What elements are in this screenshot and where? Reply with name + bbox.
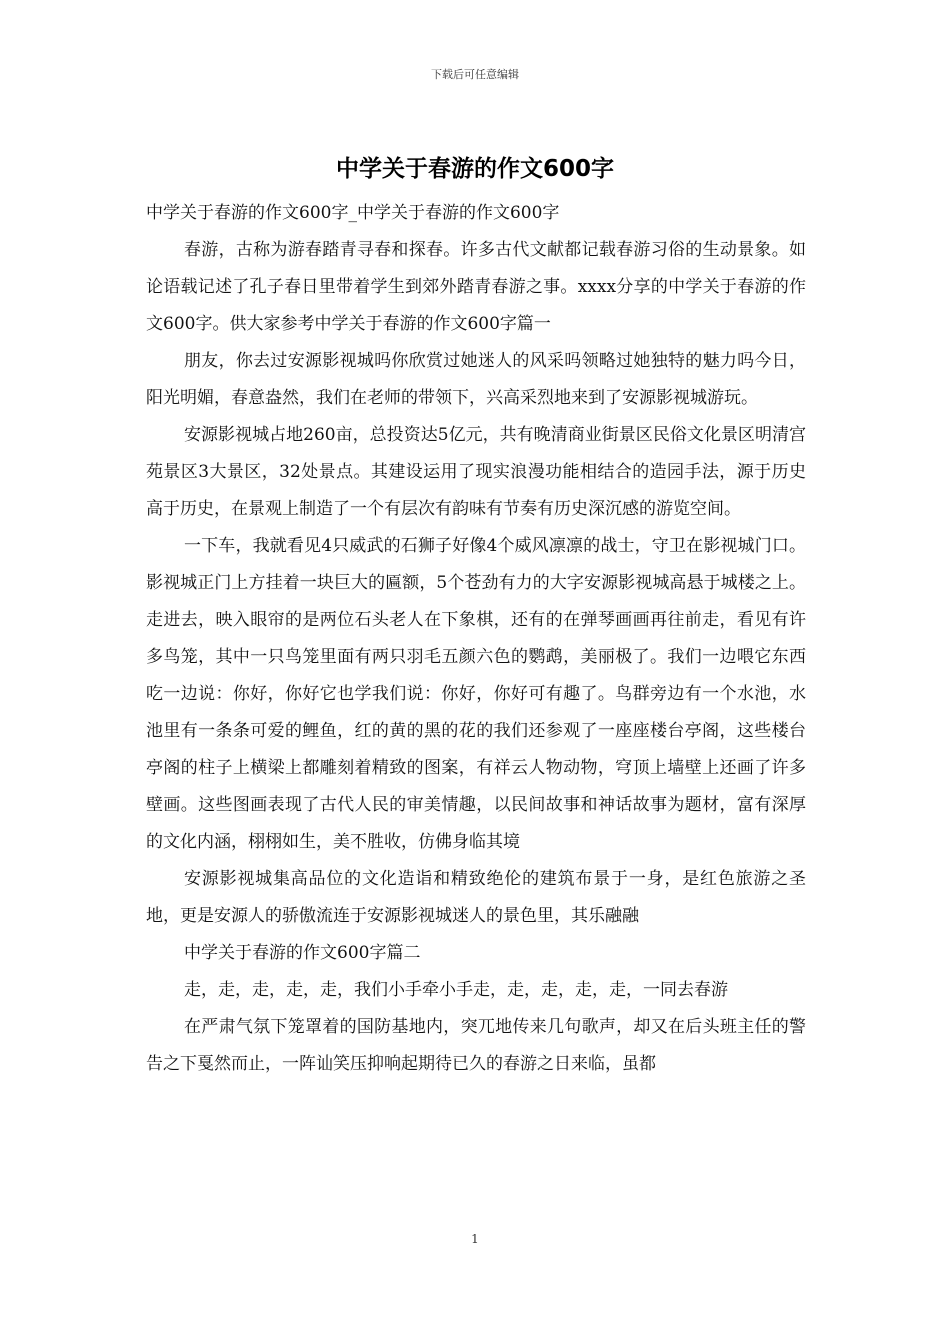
paragraph: 走，走，走，走，走，我们小手牵小手走，走，走，走，走，一同去春游 bbox=[184, 980, 728, 1000]
paragraph: 在严肃气氛下笼罩着的国防基地内，突兀地传来几句歌声，却又在后头班主任的警告之下戛然而止，一阵讪笑压抑响起期待已久的春游之日来临，虽都 bbox=[146, 1017, 806, 1074]
section-heading: 中学关于春游的作文600字篇二 bbox=[184, 943, 421, 963]
paragraph: 一下车，我就看见4只威武的石狮子好像4个威风凛凛的战士，守卫在影视城门口。影视城正门上方挂着一块巨大的匾额，5个苍劲有力的大字安源影视城高悬于城楼之上。走进去，映入眼帘的是两位石头老人在下象棋，还有的在弹琴画画再往前走，看见有许多鸟笼，其中一只鸟笼里面有两只羽毛五颜六色的鹦鹉，美丽极了。我们一边喂它东西吃一边说：你好，你好它也学我们说：你好，你好可有趣了。鸟群旁边有一个水池，水池里有一条条可爱的鲤鱼，红的黄的黑的花的我们还参观了一座座楼台亭阁，这些楼台亭阁的柱子上横梁上都雕刻着精致的图案，有祥云人物动物，穹顶上墙壁上还画了许多壁画。这些图画表现了古代人民的审美情趣，以民间故事和神话故事为题材，富有深厚的文化内涵，栩栩如生，美不胜收，仿佛身临其境 bbox=[146, 536, 806, 852]
header-note: 下载后可任意编辑 bbox=[431, 68, 519, 81]
paragraph: 安源影视城集高品位的文化造诣和精致绝伦的建筑布景于一身，是红色旅游之圣地，更是安源人的骄傲流连于安源影视城迷人的景色里，其乐融融 bbox=[146, 869, 806, 926]
paragraph: 安源影视城占地260亩，总投资达5亿元，共有晚清商业街景区民俗文化景区明清宫苑景区3大景区，32处景点。其建设运用了现实浪漫功能相结合的造园手法，源于历史高于历史，在景观上制造了一个有层次有韵味有节奏有历史深沉感的游览空间。 bbox=[146, 425, 806, 519]
document-title: 中学关于春游的作文600字 bbox=[335, 156, 614, 182]
paragraph-subtitle: 中学关于春游的作文600字_中学关于春游的作文600字 bbox=[146, 203, 560, 223]
paragraph: 春游，古称为游春踏青寻春和探春。许多古代文献都记载春游习俗的生动景象。如论语载记述了孔子春日里带着学生到郊外踏青春游之事。xxxx分享的中学关于春游的作文600字。供大家参考中学关于春游的作文600字篇一 bbox=[146, 240, 806, 334]
paragraph: 朋友，你去过安源影视城吗你欣赏过她迷人的风采吗领略过她独特的魅力吗今日，阳光明媚，春意盎然，我们在老师的带领下，兴高采烈地来到了安源影视城游玩。 bbox=[146, 351, 806, 408]
page-number: 1 bbox=[471, 1232, 479, 1246]
document-body bbox=[146, 195, 806, 1083]
